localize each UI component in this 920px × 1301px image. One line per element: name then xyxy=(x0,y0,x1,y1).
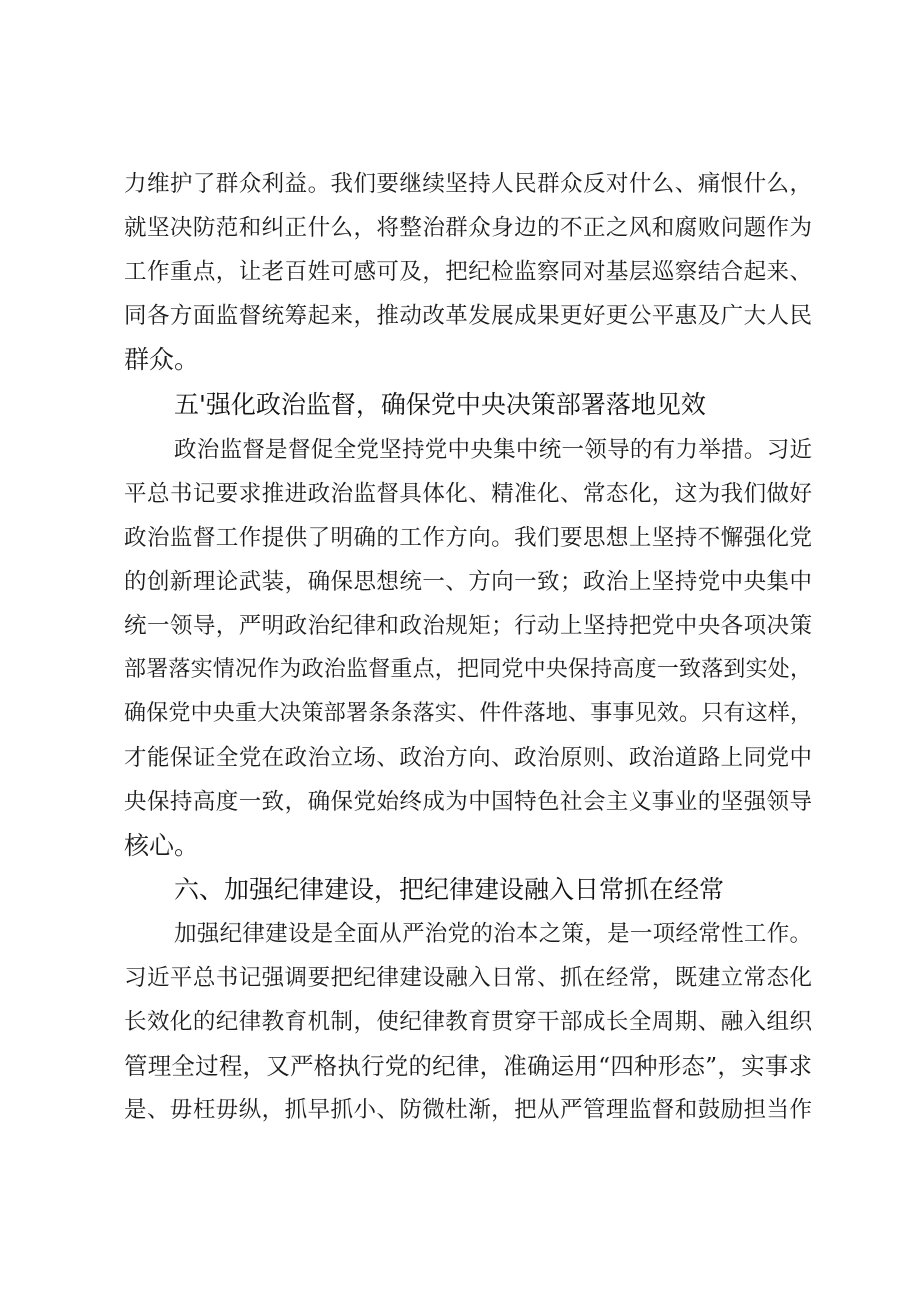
section5-line-10: 核心。 xyxy=(124,831,200,860)
section6-heading: 六、加强纪律建设，把纪律建设融入日常抓在经常 xyxy=(174,875,725,904)
section6-line-4: 管理全过程，又严格执行党的纪律，准确运用“四种形态”，实事求 xyxy=(124,1052,812,1080)
intro-line-5: 群众。 xyxy=(124,345,200,374)
intro-line-1: 力维护了群众利益。我们要继续坚持人民群众反对什么、痛恨什么， xyxy=(124,171,812,197)
section5-line-2: 平总书记要求推进政治监督具体化、精准化、常态化，这为我们做好 xyxy=(124,481,812,507)
section5-line-4: 的创新理论武装，确保思想统一、方向一致；政治上坚持党中央集中 xyxy=(124,569,812,595)
section5-line-1: 政治监督是督促全党坚持党中央集中统一领导的有力举措。习近 xyxy=(174,437,812,463)
section5-line-3: 政治监督工作提供了明确的工作方向。我们要思想上坚持不懈强化党 xyxy=(124,525,812,551)
section5-line-8: 才能保证全党在政治立场、政治方向、政治原则、政治道路上同党中 xyxy=(124,745,812,771)
section5-line-9: 央保持高度一致，确保党始终成为中国特色社会主义事业的坚强领导 xyxy=(124,789,812,815)
section5-line-6: 部署落实情况作为政治监督重点，把同党中央保持高度一致落到实处， xyxy=(124,657,812,682)
intro-line-3: 工作重点，让老百姓可感可及，把纪检监察同对基层巡察结合起来、 xyxy=(124,259,812,285)
intro-line-4: 同各方面监督统筹起来，推动改革发展成果更好更公平惠及广大人民 xyxy=(124,303,812,329)
section5-line-5: 统一领导，严明政治纪律和政治规矩；行动上坚持把党中央各项决策 xyxy=(124,613,812,639)
section6-line-2: 习近平总书记强调要把纪律建设融入日常、抓在经常，既建立常态化 xyxy=(124,965,812,991)
section5-line-7: 确保党中央重大决策部署条条落实、件件落地、事事见效。只有这样， xyxy=(124,701,812,726)
intro-line-2: 就坚决防范和纠正什么，将整治群众身边的不正之风和腐败问题作为 xyxy=(124,215,812,241)
section5-heading: 五'强化政治监督，确保党中央决策部署落地见效 xyxy=(174,390,706,419)
section6-line-3: 长效化的纪律教育机制，使纪律教育贯穿干部成长全周期、融入组织 xyxy=(124,1009,812,1035)
section6-line-5: 是、毋枉毋纵，抓早抓小、防微杜渐，把从严管理监督和鼓励担当作 xyxy=(124,1097,812,1123)
section6-line-1: 加强纪律建设是全面从严治党的治本之策，是一项经常性工作。 xyxy=(174,921,812,947)
